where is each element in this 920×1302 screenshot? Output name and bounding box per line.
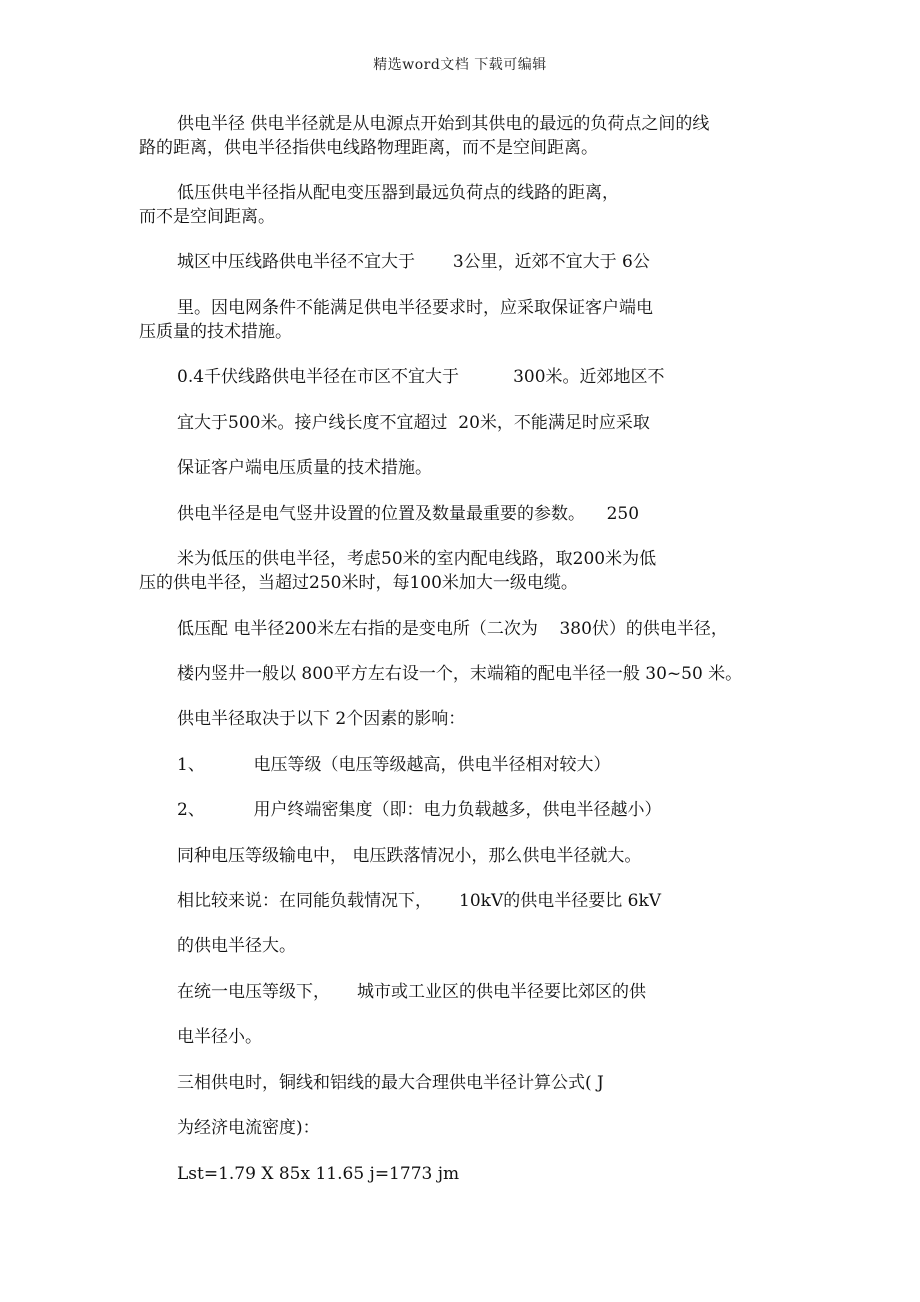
text-line: 压质量的技术措施。 [139,322,292,342]
text-line: 供电半径 供电半径就是从电源点开始到其供电的最远的负荷点之间的线 [177,114,710,134]
text-line: 0.4千伏线路供电半径在市区不宜大于 300米。近郊地区不 [177,367,665,387]
text-line: 电半径小。 [177,1027,262,1047]
text-line: 为经济电流密度)： [177,1118,320,1138]
formula-line: Lst=1.79 X 85x 11.65 j=1773 jm [177,1164,460,1184]
text-line: 压的供电半径，当超过250米时，每100米加大一级电缆。 [139,573,578,593]
list-item: 1、 电压等级（电压等级越高，供电半径相对较大） [177,755,611,775]
text-line: 保证客户端电压质量的技术措施。 [177,458,432,478]
text-line: 的供电半径大。 [177,936,296,956]
text-line: 同种电压等级输电中， 电压跌落情况小，那么供电半径就大。 [177,846,642,866]
text-line: 供电半径是电气竖井设置的位置及数量最重要的参数。 250 [177,504,640,524]
text-line: 供电半径取决于以下 2个因素的影响： [177,709,466,729]
text-line: 三相供电时，铜线和铝线的最大合理供电半径计算公式( J [177,1073,604,1093]
text-line: 宜大于500米。接户线长度不宜超过 20米，不能满足时应采取 [177,413,650,433]
text-line: 楼内竖井一般以 800平方左右设一个，末端箱的配电半径一般 30~50 米。 [177,664,743,684]
text-line: 里。因电网条件不能满足供电半径要求时，应采取保证客户端电 [177,298,653,318]
text-line: 相比较来说：在同能负载情况下， 10kV的供电半径要比 6kV [177,891,662,911]
text-line: 米为低压的供电半径，考虑50米的室内配电线路，取200米为低 [177,549,657,569]
text-line: 在统一电压等级下， 城市或工业区的供电半径要比郊区的供 [177,982,647,1002]
page-header: 精选word文档 下载可编辑 [373,57,547,73]
text-line: 城区中压线路供电半径不宜大于 3公里，近郊不宜大于 6公 [177,252,650,272]
text-line: 低压配 电半径200米左右指的是变电所（二次为 380伏）的供电半径， [177,619,728,639]
text-line: 低压供电半径指从配电变压器到最远负荷点的线路的距离， [177,183,619,203]
list-item: 2、 用户终端密集度（即：电力负载越多，供电半径越小） [177,800,662,820]
text-line: 路的距离，供电半径指供电线路物理距离，而不是空间距离。 [139,138,598,158]
text-line: 而不是空间距离。 [139,207,275,227]
